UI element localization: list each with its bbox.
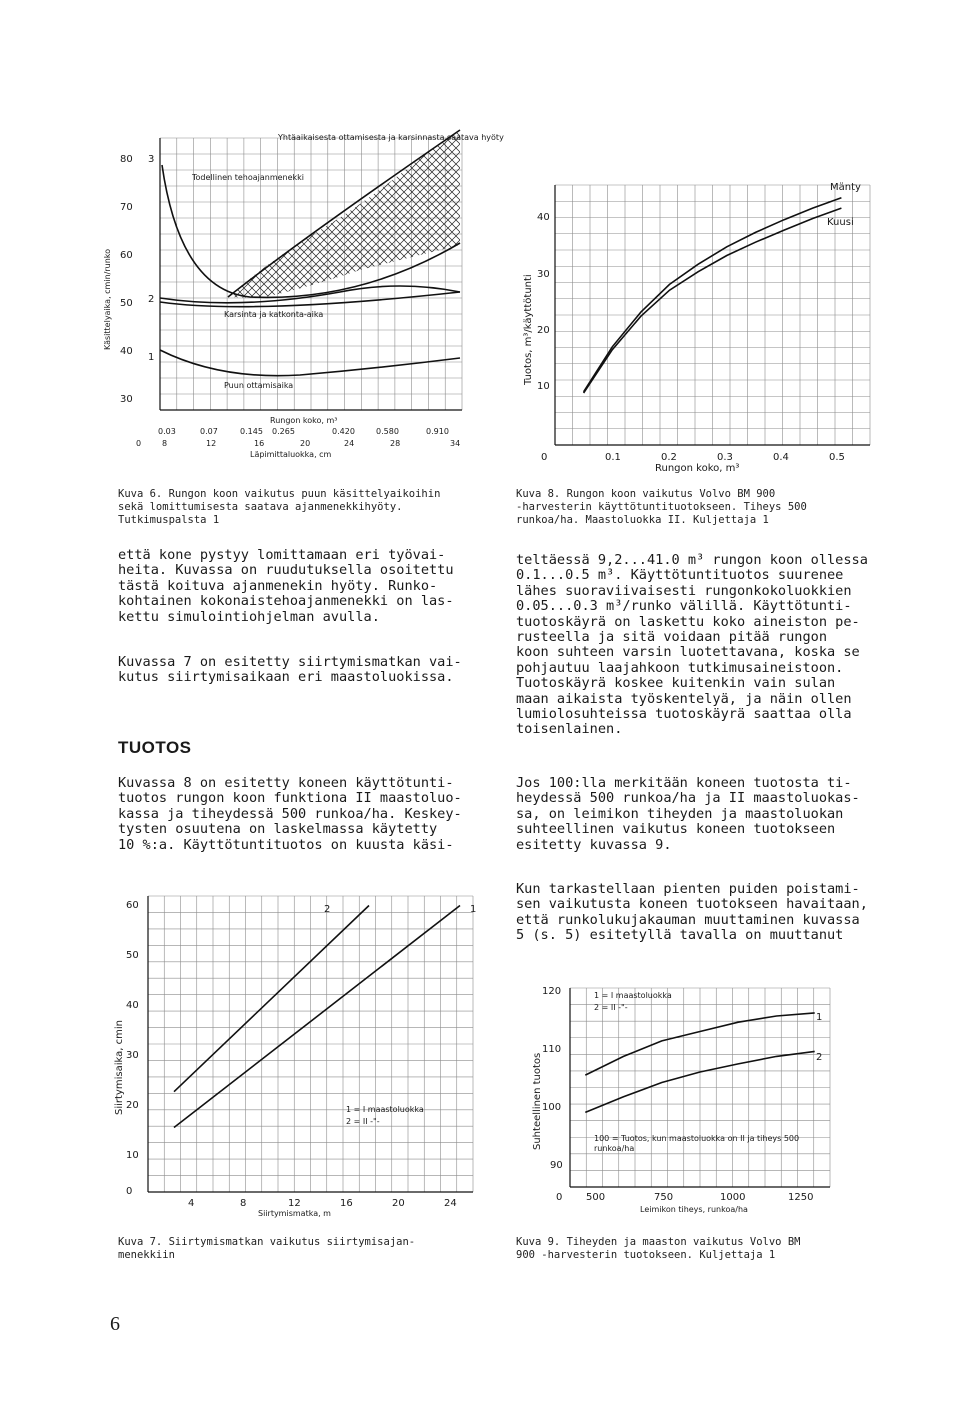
caption-kuva6: Kuva 6. Rungon koon vaikutus puun käsittelyaikoihin sekä lomittumisesta saatava ajanmenekkihyöty. Tutkimuspalsta 1 — [118, 488, 441, 526]
figure-7 — [108, 890, 480, 1220]
fig7-xtick: 8 — [240, 1198, 247, 1209]
fig9-legend-1: 1 = I maastoluokka — [594, 991, 672, 1000]
fig9-line-mark-1: 1 — [816, 1012, 823, 1023]
diam-tick: 0 — [136, 439, 142, 448]
fig6-diam-ticks — [136, 439, 460, 448]
fig7-ytick: 40 — [126, 1000, 139, 1011]
label-puun-ottamisaika: Puun ottamisaika — [224, 381, 294, 390]
fig8-xtick: 0.3 — [717, 452, 733, 463]
fig9-ytick: 110 — [542, 1044, 562, 1055]
label-yhtaaikainen: Yhtäaikaisesta ottamisesta ja karsinnasta saatava hyöty — [278, 133, 504, 142]
section-heading: TUOTOS — [118, 738, 192, 757]
fig7-xtick: 24 — [444, 1198, 457, 1209]
hatched-benefit-area — [228, 130, 460, 298]
right-paragraph-1: teltäessä 9,2...41.0 m³ rungon koon ollessa 0.1...0.5 m³. Käyttötuntituotos suurenee lähes suoraviivaisesti rungonkokoluokkien 0.05...0.3 m³/runko välillä. Käyttötunti- tuotoskäyrä on laskettu koko aineiston pe- rusteella ja sitä voidaan pitää rungon koon suhteen varsin luotettavana, koska se pohjautuu laajahkoon tutkimusaineistoon. Tuotoskäyrä koskee kuitenkin vain sulan maan aikaista työskentelyä, ja näin ollen lumiolosuhteissa tuotoskäyrä saattaa olla toisenlainen. — [516, 552, 868, 738]
fig6-y-ticks — [120, 154, 133, 405]
fig7-xtick: 12 — [288, 1198, 301, 1209]
fig7-ytick: 30 — [126, 1050, 139, 1061]
fig9-xtick: 750 — [654, 1192, 674, 1203]
diam-tick: 28 — [390, 439, 401, 448]
diam-tick: 16 — [254, 439, 265, 448]
fig9-ytick: 120 — [542, 986, 562, 997]
figure-9 — [520, 980, 840, 1220]
volume-tick: 0.580 — [376, 427, 399, 436]
page-number: 6 — [110, 1313, 120, 1335]
diam-tick: 24 — [344, 439, 355, 448]
fig7-xlabel: Siirtymismatka, m — [258, 1209, 331, 1218]
label-tehoajanmenekki: Todellinen tehoajanmenekki — [192, 173, 305, 182]
volume-tick: 0.03 — [158, 427, 176, 436]
volume-tick: 0.910 — [426, 427, 449, 436]
fig9-ylabel: Suhteellinen tuotos — [532, 1052, 543, 1150]
label-manty: Mänty — [830, 182, 861, 193]
fig7-series — [174, 906, 460, 1128]
fig9-note: 100 = Tuotos, kun maastoluokka on II ja tiheys 500 runkoa/ha — [594, 1134, 800, 1153]
curve-mark-1: 1 — [148, 352, 155, 363]
fig6-volume-title: Rungon koko, m³ — [270, 416, 338, 425]
label-karsinta: Karsinta ja katkonta-aika — [224, 310, 324, 319]
right-paragraph-3: Kun tarkastellaan pienten puiden poistami- sen vaikutusta koneen tuotokseen havaitaan, että runkolukujakauman muuttaminen kuvassa 5 (s. 5) esitetyllä tavalla on muuttanut — [516, 881, 868, 944]
fig6-ylabel: Käsittelyaika, cmin/runko — [103, 248, 112, 350]
label-kuusi: Kuusi — [827, 217, 854, 228]
fig6-volume-ticks — [158, 427, 449, 436]
curve-mark-3: 3 — [148, 154, 155, 165]
left-paragraph-2: Kuvassa 7 on esitetty siirtymismatkan vai- kutus siirtymisaikaan eri maastoluokissa. — [118, 654, 462, 686]
fig7-ylabel: Siirtymisaika, cmin — [114, 1020, 125, 1115]
fig7-xtick: 20 — [392, 1198, 405, 1209]
volume-tick: 0.07 — [200, 427, 218, 436]
fig7-ytick: 20 — [126, 1100, 139, 1111]
curve-mark-2: 2 — [148, 294, 155, 305]
fig7-legend-2: 2 = II -"- — [346, 1117, 380, 1126]
fig7-xtick: 16 — [340, 1198, 353, 1209]
caption-kuva9: Kuva 9. Tiheyden ja maaston vaikutus Volvo BM 900 -harvesterin tuotokseen. Kuljettaja 1 — [516, 1236, 801, 1261]
fig8-xtick: 0.4 — [773, 452, 789, 463]
fig7-line-mark-2: 2 — [324, 904, 331, 915]
fig8-xtick: 0.5 — [829, 452, 845, 463]
right-paragraph-2: Jos 100:lla merkitään koneen tuotosta ti- heydessä 500 runkoa/ha ja II maastoluokas- sa, on leimikon tiheyden ja maastoluokan suhteellinen vaikutus koneen tuotokseen esitetty kuvassa 9. — [516, 775, 860, 853]
fig8-xtick: 0.2 — [661, 452, 677, 463]
caption-kuva7: Kuva 7. Siirtymismatkan vaikutus siirtymisajan- menekkiin — [118, 1236, 416, 1261]
fig9-xtick: 0 — [556, 1192, 563, 1203]
fig8-xtick: 0 — [541, 452, 548, 463]
fig6-ytick: 60 — [120, 250, 133, 261]
fig7-ytick: 50 — [126, 950, 139, 961]
fig7-line-mark-1: 1 — [470, 904, 477, 915]
fig9-xtick: 1250 — [788, 1192, 814, 1203]
diam-tick: 12 — [206, 439, 217, 448]
volume-tick: 0.145 — [240, 427, 263, 436]
fig7-ytick: 60 — [126, 900, 139, 911]
diam-tick: 34 — [450, 439, 461, 448]
diam-tick: 8 — [162, 439, 168, 448]
left-paragraph-3: Kuvassa 8 on esitetty koneen käyttötunti- tuotos rungon koon funktiona II maastoluo- kassa ja tiheydessä 500 runkoa/ha. Keskey- tysten osuutena on laskelmassa käytetty 10 %:a. Käyttötuntituotos on kuusta käsi- — [118, 775, 462, 853]
fig6-ytick: 50 — [120, 298, 133, 309]
figure-8 — [515, 180, 875, 480]
caption-kuva8: Kuva 8. Rungon koon vaikutus Volvo BM 900 -harvesterin käyttötuntituotokseen. Tiheys 500 runkoa/ha. Maastoluokka II. Kuljettaja 1 — [516, 488, 807, 526]
fig8-ytick: 30 — [537, 269, 550, 280]
fig9-ytick: 100 — [542, 1102, 562, 1113]
fig9-xtick: 500 — [586, 1192, 606, 1203]
fig8-ytick: 20 — [537, 325, 550, 336]
fig6-ytick: 70 — [120, 202, 133, 213]
fig8-xtick: 0.1 — [605, 452, 621, 463]
fig7-xtick: 4 — [188, 1198, 195, 1209]
fig8-ylabel: Tuotos, m³/käyttötunti — [523, 274, 534, 385]
fig6-ytick: 30 — [120, 394, 133, 405]
fig8-ytick: 40 — [537, 212, 550, 223]
fig6-diam-title: Läpimittaluokka, cm — [250, 450, 332, 459]
curve-puun-ottamisaika — [160, 350, 460, 376]
volume-tick: 0.420 — [332, 427, 355, 436]
figure-6 — [100, 120, 504, 480]
fig8-ytick: 10 — [537, 381, 550, 392]
fig6-ytick: 80 — [120, 154, 133, 165]
fig9-legend-2: 2 = II -"- — [594, 1003, 628, 1012]
fig9-xlabel: Leimikon tiheys, runkoa/ha — [640, 1205, 748, 1214]
volume-tick: 0.265 — [272, 427, 295, 436]
fig6-ytick: 40 — [120, 346, 133, 357]
fig7-series-line-1 — [174, 906, 460, 1128]
fig7-legend-1: 1 = I maastoluokka — [346, 1105, 424, 1114]
fig7-ytick: 0 — [126, 1186, 133, 1197]
diam-tick: 20 — [300, 439, 311, 448]
fig9-xtick: 1000 — [720, 1192, 746, 1203]
fig8-xlabel: Rungon koko, m³ — [655, 463, 740, 474]
left-paragraph-1: että kone pystyy lomittamaan eri työvai- heita. Kuvassa on ruudutuksella osoitettu tästä koituva ajanmenekin hyöty. Runko- kohtainen kokonaistehoajanmenekki on las- kettu simulointiohjelman avulla. — [118, 547, 454, 625]
fig9-ytick: 90 — [550, 1160, 563, 1171]
fig7-ytick: 10 — [126, 1150, 139, 1161]
fig9-line-mark-2: 2 — [816, 1052, 823, 1063]
